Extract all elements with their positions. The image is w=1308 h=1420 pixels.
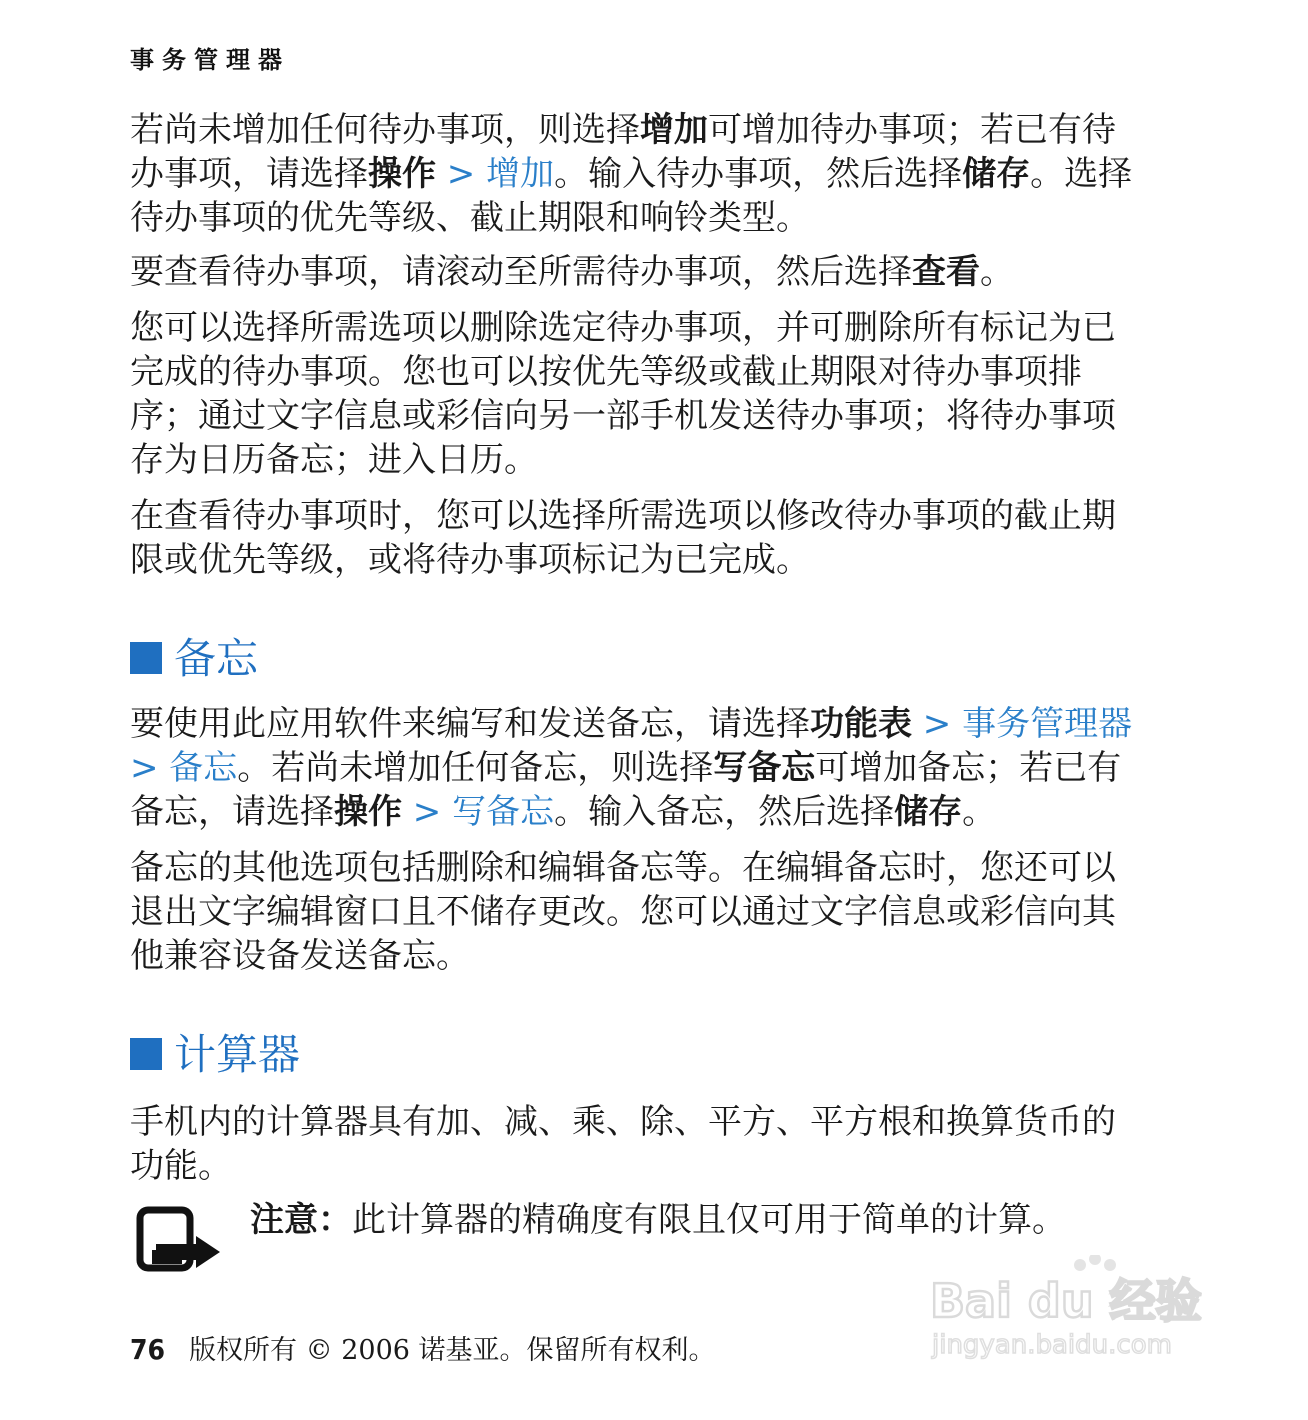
menu-term-save-2: 储存: [894, 792, 963, 832]
memo-paragraph-options: 备忘的其他选项包括删除和编辑备忘等。在编辑备忘时，您还可以退出文字编辑窗口且不储存更改。您可以通过文字信息或彩信向其他兼容设备发送备忘。: [130, 848, 1116, 976]
note-label: 注意：: [250, 1200, 352, 1240]
note-hand-icon: [134, 1204, 224, 1274]
baidu-jingyan-watermark: [930, 1255, 1230, 1365]
todo-paragraph-view: 要查看待办事项，请滚动至所需待办事项，然后选择查看。: [130, 252, 1014, 292]
menu-term-menu: 功能表: [810, 704, 912, 744]
menu-term-options-2: 操作: [334, 792, 402, 832]
menu-term-options: 操作: [368, 154, 436, 194]
todo-paragraph-edit: 在查看待办事项时，您可以选择所需选项以修改待办事项的截止期限或优先等级，或将待办事项标记为已完成。: [130, 496, 1116, 580]
menu-term-add: 增加: [640, 110, 708, 150]
menu-path-memo: 备忘: [169, 748, 238, 788]
copyright-notice: 版权所有 © 2006 诺基亚。保留所有权利。: [189, 1335, 716, 1366]
menu-term-write-memo: 写备忘: [713, 748, 816, 788]
menu-term-save: 储存: [962, 154, 1031, 194]
todo-paragraph-options: 您可以选择所需选项以删除选定待办事项，并可删除所有标记为已完成的待办事项。您也可以按优先等级或截止期限对待办事项排序；通过文字信息或彩信向另一部手机发送待办事项；将待办事项存为日历备忘；进入日历。: [130, 308, 1116, 480]
page-footer: [130, 1330, 716, 1371]
menu-path-write-memo: 写备忘: [452, 792, 555, 832]
menu-term-view: 查看: [912, 252, 980, 292]
menu-path-add: 增加: [486, 154, 555, 194]
menu-path-organizer: 事务管理器: [962, 704, 1133, 744]
section-heading-calculator: 计算器: [130, 1030, 300, 1080]
note-paragraph: 注意：此计算器的精确度有限且仅可用于简单的计算。: [250, 1200, 1066, 1240]
page-number: 76: [130, 1333, 166, 1366]
section-heading-memo: 备忘: [130, 634, 258, 684]
heading-square-icon: [130, 1038, 162, 1070]
watermark-main-text: Bai du 经验: [930, 1274, 1202, 1328]
manual-page: [130, 0, 1140, 1420]
memo-paragraph-create: 要使用此应用软件来编写和发送备忘，请选择功能表 > 事务管理器 > 备忘。若尚未增加任何备忘，则选择写备忘可增加备忘；若已有备忘，请选择操作 > 写备忘。输入备忘，然后选择储存。: [130, 704, 1133, 832]
todo-paragraph-add: 若尚未增加任何待办事项，则选择增加可增加待办事项；若已有待办事项，请选择操作 > 增加。输入待办事项，然后选择储存。选择待办事项的优先等级、截止期限和响铃类型。: [130, 110, 1133, 238]
running-header: 事务管理器: [130, 46, 290, 74]
calculator-paragraph: 手机内的计算器具有加、减、乘、除、平方、平方根和换算货币的功能。: [130, 1102, 1116, 1186]
heading-square-icon: [130, 642, 162, 674]
watermark-url-text: jingyan.baidu.com: [932, 1330, 1172, 1360]
